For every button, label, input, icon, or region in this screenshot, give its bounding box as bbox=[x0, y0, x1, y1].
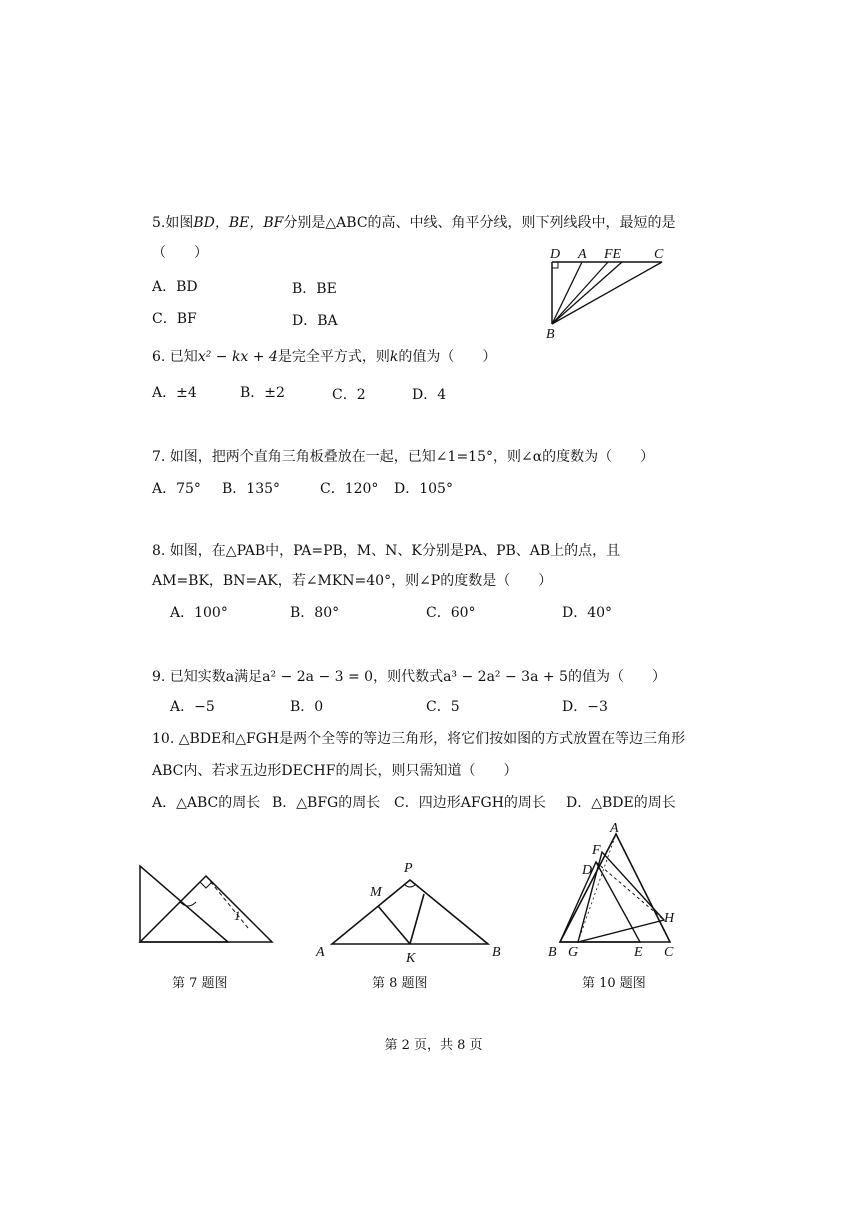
q10-option-c[interactable]: C．四边形AFGH的周长 bbox=[394, 795, 546, 811]
q8-option-c[interactable]: C．60° bbox=[426, 605, 476, 621]
fig8-label-b: B bbox=[492, 945, 501, 960]
q8-option-a[interactable]: A．100° bbox=[170, 605, 228, 621]
q10-option-a[interactable]: A．△ABC的周长 bbox=[152, 795, 261, 811]
fig10-label-e: E bbox=[634, 945, 643, 960]
q7-option-b[interactable]: B．135° bbox=[222, 481, 281, 497]
q5-stem-segments: BD，BE，BF bbox=[193, 215, 284, 231]
q5-option-d[interactable]: D．BA bbox=[292, 313, 338, 329]
q5-option-b[interactable]: B．BE bbox=[292, 281, 337, 297]
fig10-label-f: F bbox=[592, 843, 601, 858]
fig7-diagram bbox=[136, 862, 276, 948]
q7-option-d[interactable]: D．105° bbox=[394, 481, 453, 497]
fig8-label-m: M bbox=[370, 885, 382, 900]
fig10-label-h: H bbox=[664, 911, 675, 926]
q9-option-d[interactable]: D．−3 bbox=[562, 699, 608, 715]
fig8-label-p: P bbox=[404, 861, 413, 876]
fig10-label-g: G bbox=[568, 945, 579, 960]
page-footer: 第 2 页，共 8 页 bbox=[384, 1038, 483, 1053]
fig8-label-a: A bbox=[316, 945, 325, 960]
fig10-caption: 第 10 题图 bbox=[582, 976, 646, 991]
q10-stem-line2: ABC内、若求五边形DECHF的周长，则只需知道（ ） bbox=[152, 763, 518, 779]
q10-option-d[interactable]: D．△BDE的周长 bbox=[566, 795, 676, 811]
q7-option-a[interactable]: A．75° bbox=[152, 481, 201, 497]
q6-stem-part: 是完全平方式，则 bbox=[277, 349, 390, 365]
q10-stem-line1: 10. △BDE和△FGH是两个全等的等边三角形，将它们按如图的方式放置在等边三角形 bbox=[152, 731, 686, 747]
q6-stem-part: 的值为（ ） bbox=[398, 349, 497, 365]
q5-stem-part: 分别是△ABC的高、中线、角平分线，则下列线段中，最短的是 bbox=[283, 215, 676, 231]
q5-option-c[interactable]: C．BF bbox=[152, 311, 197, 327]
q9-stem: 9. 已知实数a满足a² − 2a − 3 = 0，则代数式a³ − 2a² − 3a + 5的值为（ ） bbox=[152, 669, 666, 685]
q6-variable: k bbox=[389, 349, 399, 365]
fig5-label-d: D bbox=[550, 247, 561, 262]
fig5-label-c: C bbox=[654, 247, 664, 262]
fig8-caption: 第 8 题图 bbox=[372, 976, 428, 991]
q6-expression: x² − kx + 4 bbox=[197, 349, 278, 365]
q5-blank: （ ） bbox=[152, 245, 208, 261]
fig8-label-k: K bbox=[406, 951, 416, 966]
q8-option-d[interactable]: D．40° bbox=[562, 605, 613, 621]
q6-option-a[interactable]: A．±4 bbox=[152, 385, 197, 401]
fig5-label-b: B bbox=[546, 327, 555, 342]
fig10-label-d: D bbox=[582, 863, 593, 878]
q8-stem-line2: AM=BK，BN=AK，若∠MKN=40°，则∠P的度数是（ ） bbox=[152, 573, 553, 589]
fig7-angle-1-label: 1 bbox=[234, 908, 241, 923]
q5-stem bbox=[152, 212, 676, 232]
q5-stem-part: 5.如图 bbox=[152, 215, 194, 231]
fig10-diagram bbox=[546, 822, 688, 962]
q10-option-b[interactable]: B．△BFG的周长 bbox=[272, 795, 381, 811]
q7-stem: 7. 如图，把两个直角三角板叠放在一起，已知∠1=15°，则∠α的度数为（ ） bbox=[152, 449, 655, 465]
q6-option-b[interactable]: B．±2 bbox=[240, 385, 285, 401]
q6-stem bbox=[152, 346, 496, 366]
fig5-label-a: A bbox=[578, 247, 587, 262]
q8-stem-line1: 8. 如图，在△PAB中，PA=PB，M、N、K分别是PA、PB、AB上的点，且 bbox=[152, 543, 621, 559]
q8-option-b[interactable]: B．80° bbox=[290, 605, 340, 621]
fig8-diagram bbox=[314, 856, 510, 964]
fig10-label-b: B bbox=[548, 945, 557, 960]
q9-option-b[interactable]: B．0 bbox=[290, 699, 324, 715]
fig10-label-a: A bbox=[610, 821, 619, 836]
q7-option-c[interactable]: C．120° bbox=[320, 481, 379, 497]
fig7-caption: 第 7 题图 bbox=[172, 976, 228, 991]
q9-option-c[interactable]: C．5 bbox=[426, 699, 460, 715]
q6-option-d[interactable]: D．4 bbox=[412, 387, 447, 403]
q6-stem-part: 6. 已知 bbox=[152, 349, 198, 365]
q5-figure bbox=[540, 240, 670, 340]
fig10-label-c: C bbox=[664, 945, 674, 960]
q5-option-a[interactable]: A．BD bbox=[152, 279, 198, 295]
q6-option-c[interactable]: C．2 bbox=[332, 387, 366, 403]
q9-option-a[interactable]: A．−5 bbox=[170, 699, 215, 715]
fig5-label-fe: FE bbox=[604, 247, 622, 262]
